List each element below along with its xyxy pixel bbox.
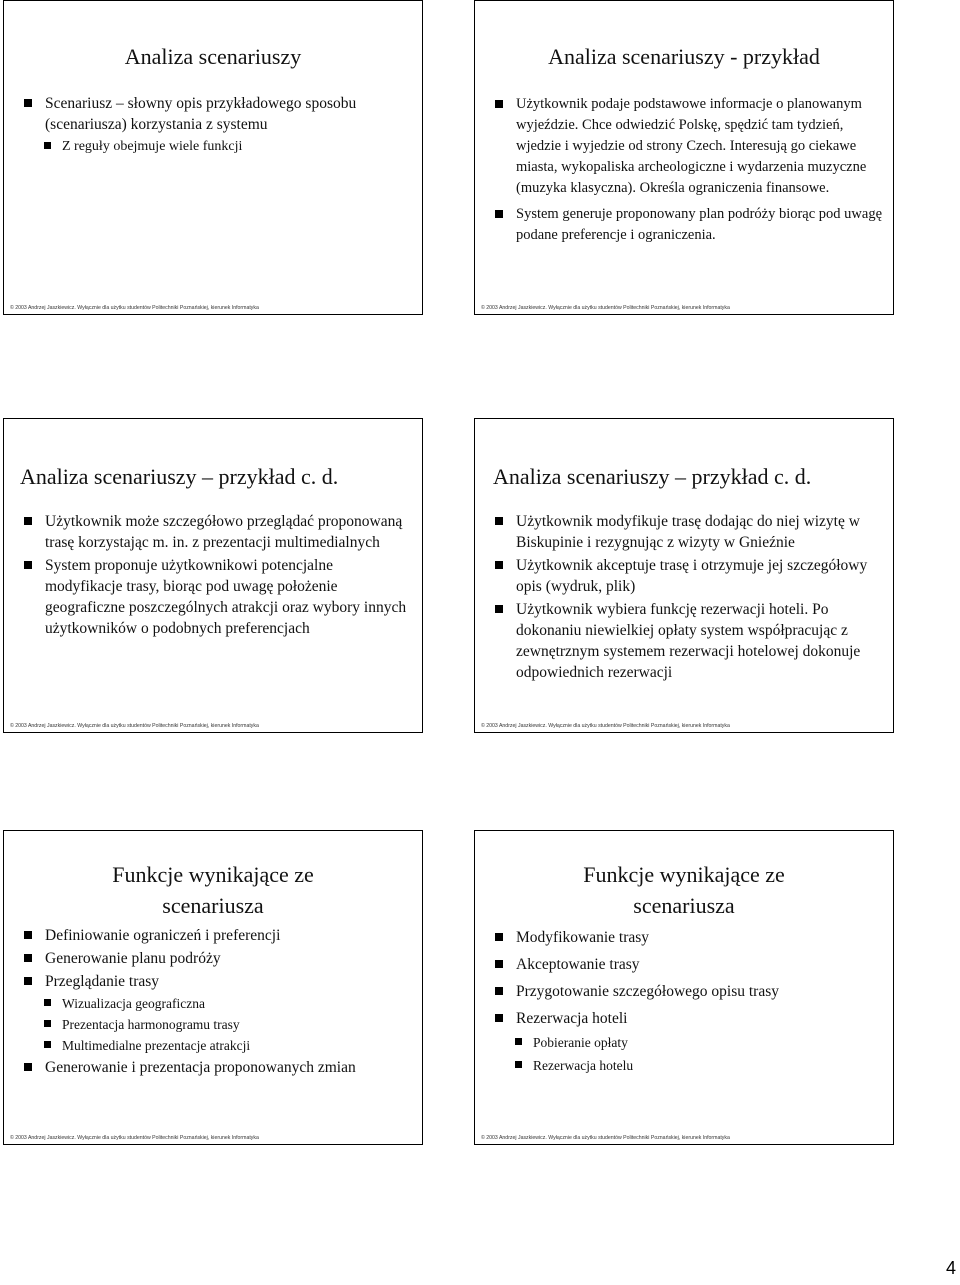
square-bullet-icon [24,931,32,939]
slide-title: Funkcje wynikające ze scenariusza [583,862,785,918]
bullet-list [24,93,412,158]
slide-6 [474,830,894,1145]
square-bullet-icon [24,561,32,569]
bullet-item: Generowanie i prezentacja proponowanych zmian [24,1057,412,1078]
slide-title: Analiza scenariuszy [124,44,302,69]
square-bullet-icon [515,1061,522,1068]
slide-footer: © 2003 Andrzej Jaszkiewicz. Wyłącznie dla użytku studentów Politechniki Poznańskiej, kierunek Informatyka [481,1135,730,1141]
bullet-item: Generowanie planu podróży [24,948,412,969]
sub-bullet-item: Wizualizacja geograficzna [44,994,412,1013]
square-bullet-icon [44,142,51,149]
bullet-item: Akceptowanie trasy [495,954,883,975]
slide-footer: © 2003 Andrzej Jaszkiewicz. Wyłącznie dla użytku studentów Politechniki Poznańskiej, kierunek Informatyka [481,723,730,729]
sub-bullet-item: Pobieranie opłaty [515,1033,883,1052]
square-bullet-icon [495,100,503,108]
square-bullet-icon [495,933,503,941]
slide-2 [474,0,894,315]
slide-4 [474,418,894,733]
bullet-list [495,511,883,685]
bullet-list [495,927,883,1077]
slide-title: Analiza scenariuszy – przykład c. d. [20,464,339,489]
bullet-item: Użytkownik wybiera funkcję rezerwacji hoteli. Po dokonaniu niewielkiej opłaty system współpracując z zewnętrznym systemem rezerwacji hotelowej dokonuje odpowiednich rezerwacji [495,599,883,683]
bullet-item: Rezerwacja hoteli [495,1008,883,1029]
square-bullet-icon [495,960,503,968]
slide-footer: © 2003 Andrzej Jaszkiewicz. Wyłącznie dla użytku studentów Politechniki Poznańskiej, kierunek Informatyka [10,305,259,311]
square-bullet-icon [24,1063,32,1071]
bullet-item: Użytkownik podaje podstawowe informacje o planowanym wyjeździe. Chce odwiedzić Polskę, spędzić tam tydzień, wjedzie i wyjedzie od strony Czech. Interesują go ciekawe miasta, wykopaliska archeologiczne i wydarzenia muzyczne (muzyka klasyczna). Określa ograniczenia finansowe. [495,94,883,199]
square-bullet-icon [44,1020,51,1027]
bullet-item: Użytkownik może szczegółowo przeglądać proponowaną trasę korzystając m. in. z prezentacji multimedialnych [24,511,412,553]
bullet-item: Użytkownik akceptuje trasę i otrzymuje jej szczegółowy opis (wydruk, plik) [495,555,883,597]
square-bullet-icon [495,987,503,995]
bullet-item: System proponuje użytkownikowi potencjalne modyfikacje trasy, biorąc pod uwagę położenie geograficzne poszczególnych atrakcji oraz wybory innych użytkowników o podobnych preferencjach [24,555,412,639]
sub-bullet-item: Prezentacja harmonogramu trasy [44,1015,412,1034]
square-bullet-icon [44,999,51,1006]
slide-footer: © 2003 Andrzej Jaszkiewicz. Wyłącznie dla użytku studentów Politechniki Poznańskiej, kierunek Informatyka [10,1135,259,1141]
slide-title: Analiza scenariuszy – przykład c. d. [493,464,812,489]
slide-3 [3,418,423,733]
bullet-item: Scenariusz – słowny opis przykładowego sposobu (scenariusza) korzystania z systemu [24,93,412,135]
square-bullet-icon [495,210,503,218]
square-bullet-icon [24,977,32,985]
sub-bullet-item: Multimedialne prezentacje atrakcji [44,1036,412,1055]
square-bullet-icon [495,605,503,613]
bullet-item: System generuje proponowany plan podróży biorąc pod uwagę podane preferencje i ograniczenia. [495,204,883,246]
sub-bullet-item: Rezerwacja hotelu [515,1056,883,1075]
square-bullet-icon [24,517,32,525]
slide-5 [3,830,423,1145]
bullet-list [495,94,883,248]
square-bullet-icon [24,954,32,962]
bullet-list [24,511,412,641]
bullet-item: Przeglądanie trasy [24,971,412,992]
square-bullet-icon [495,1014,503,1022]
sub-bullet-item: Z reguły obejmuje wiele funkcji [44,137,412,156]
slide-title: Funkcje wynikające ze scenariusza [112,862,314,918]
bullet-item: Użytkownik modyfikuje trasę dodając do niej wizytę w Biskupinie i rezygnując z wizyty w Gnieźnie [495,511,883,553]
square-bullet-icon [44,1041,51,1048]
square-bullet-icon [495,517,503,525]
page-number: 4 [945,1258,956,1278]
bullet-item: Modyfikowanie trasy [495,927,883,948]
slide-1 [3,0,423,315]
slide-footer: © 2003 Andrzej Jaszkiewicz. Wyłącznie dla użytku studentów Politechniki Poznańskiej, kierunek Informatyka [481,305,730,311]
slide-footer: © 2003 Andrzej Jaszkiewicz. Wyłącznie dla użytku studentów Politechniki Poznańskiej, kierunek Informatyka [10,723,259,729]
square-bullet-icon [24,99,32,107]
square-bullet-icon [515,1038,522,1045]
bullet-item: Przygotowanie szczegółowego opisu trasy [495,981,883,1002]
bullet-item: Definiowanie ograniczeń i preferencji [24,925,412,946]
bullet-list [24,925,412,1080]
square-bullet-icon [495,561,503,569]
slide-title: Analiza scenariuszy - przykład [548,44,820,69]
